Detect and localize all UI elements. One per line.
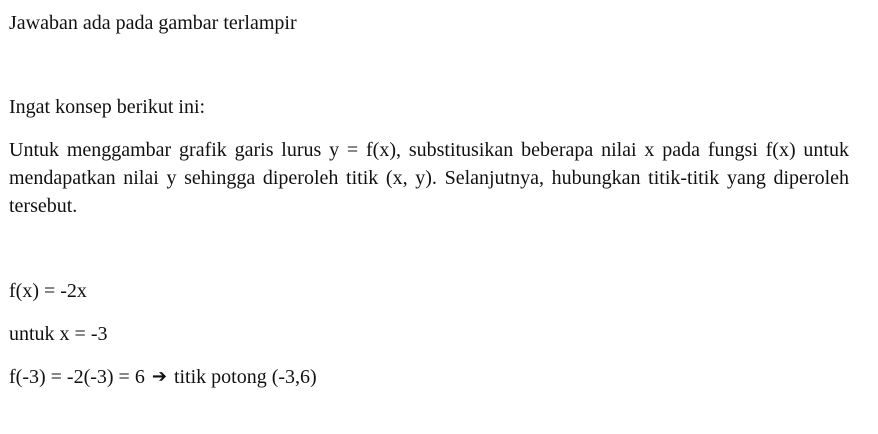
concept-heading: Ingat konsep berikut ini: [9, 96, 206, 118]
substitution-case: untuk x = -3 [9, 323, 108, 345]
calculation-line [9, 363, 317, 392]
calculation-result: titik potong (-3,6) [173, 366, 317, 388]
right-arrow-icon: ➔ [151, 366, 167, 387]
concept-paragraph: Untuk menggambar grafik garis lurus y = f(x), substitusikan beberapa nilai x pada fungsi f(x) untuk mendapatkan nilai y sehingga diperoleh titik (x, y). Selanjutnya, hubungkan titik-titik yang diperoleh tersebut. [9, 139, 849, 217]
calculation-left: f(-3) = -2(-3) = 6 [9, 366, 145, 388]
function-definition: f(x) = -2x [9, 280, 87, 302]
intro-text: Jawaban ada pada gambar terlampir [9, 12, 297, 34]
